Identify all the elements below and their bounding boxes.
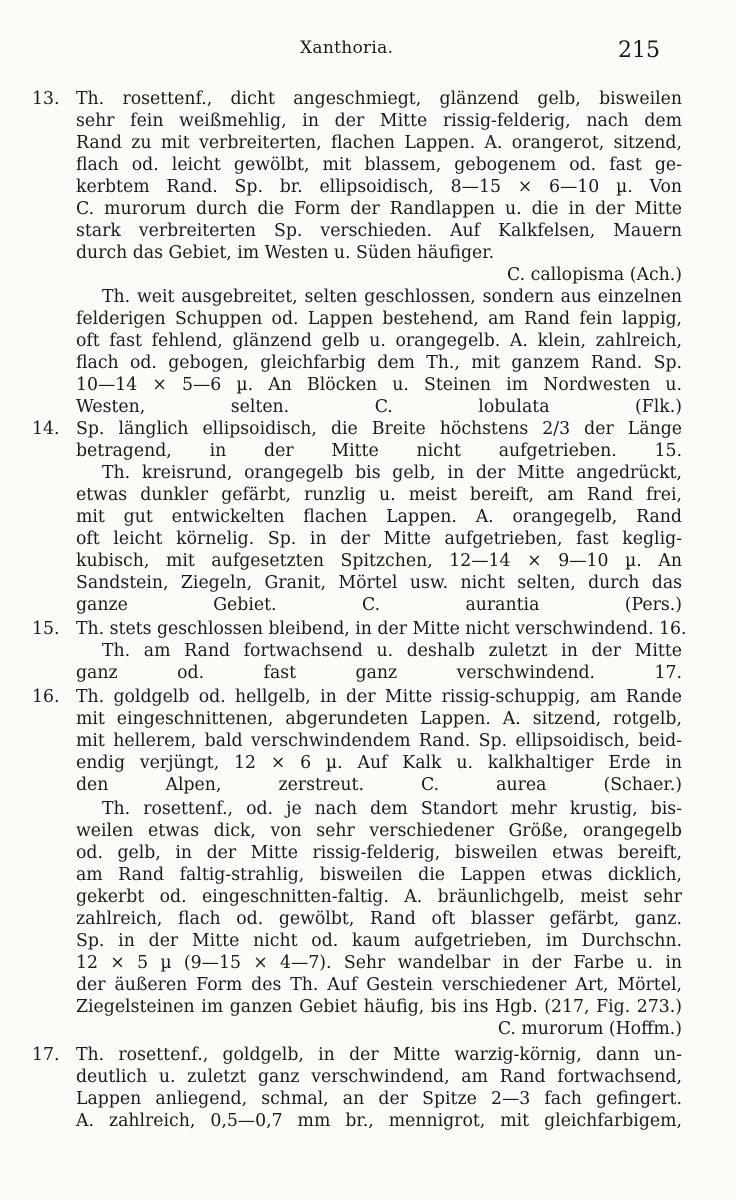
text-line: Th. kreisrund, orangegelb bis gelb, in der Mitte angedrückt, bbox=[102, 463, 682, 483]
text-line: Ziegelsteinen im ganzen Gebiet häufig, bis ins Hgb. (217, Fig. 273.) bbox=[76, 997, 682, 1017]
text-line: gekerbt od. eingeschnitten-faltig. A. bräunlichgelb, meist sehr bbox=[76, 887, 682, 907]
text-line: betragend, in der Mitte nicht aufgetrieben. 15. bbox=[76, 441, 682, 461]
text-line: Sp. in der Mitte nicht od. kaum aufgetrieben, im Durchschn. bbox=[76, 931, 682, 951]
text-line: Sp. länglich ellipsoidisch, die Breite höchstens 2/3 der Länge bbox=[76, 419, 682, 439]
text-line: od. gelb, in der Mitte rissig-felderig, bisweilen etwas bereift, bbox=[76, 843, 682, 863]
text-line: mit hellerem, bald verschwindendem Rand. Sp. ellipsoidisch, beid- bbox=[76, 731, 682, 751]
text-line: Lappen anliegend, schmal, an der Spitze 2—3 fach gefingert. bbox=[76, 1089, 682, 1109]
text-line: Th. goldgelb od. hellgelb, in der Mitte rissig-schuppig, am Rande bbox=[76, 687, 682, 707]
text-line: ganze Gebiet. C. aurantia (Pers.) bbox=[76, 595, 682, 615]
text-line: Rand zu mit verbreiterten, flachen Lappen. A. orangerot, sitzend, bbox=[76, 133, 682, 153]
text-line: oft leicht körnelig. Sp. in der Mitte aufgetrieben, fast keglig- bbox=[76, 529, 682, 549]
text-line: 10—14 × 5—6 µ. An Blöcken u. Steinen im Nordwesten u. bbox=[76, 375, 682, 395]
text-line: mit gut entwickelten flachen Lappen. A. orangegelb, Rand bbox=[76, 507, 682, 527]
text-line: endig verjüngt, 12 × 6 µ. Auf Kalk u. kalkhaltiger Erde in bbox=[76, 753, 682, 773]
text-line: etwas dunkler gefärbt, runzlig u. meist bereift, am Rand frei, bbox=[76, 485, 682, 505]
text-line: deutlich u. zuletzt ganz verschwindend, am Rand fortwachsend, bbox=[76, 1067, 682, 1087]
text-line: kubisch, mit aufgesetzten Spitzchen, 12—14 × 9—10 µ. An bbox=[76, 551, 682, 571]
text-line: Sandstein, Ziegeln, Granit, Mörtel usw. nicht selten, durch das bbox=[76, 573, 682, 593]
running-head: Xanthoria. bbox=[300, 38, 394, 58]
num-13: 13. bbox=[32, 89, 60, 109]
text-line: sehr fein weißmehlig, in der Mitte rissig-felderig, nach dem bbox=[76, 111, 682, 131]
text-line: C. murorum durch die Form der Randlappen u. die in der Mitte bbox=[76, 199, 682, 219]
text-line: 12 × 5 µ (9—15 × 4—7). Sehr wandelbar in der Farbe u. in bbox=[76, 953, 682, 973]
text-line: zahlreich, flach od. gewölbt, Rand oft blasser gefärbt, ganz. bbox=[76, 909, 682, 929]
text-line: durch das Gebiet, im Westen u. Süden häufiger. bbox=[76, 243, 495, 263]
species-name: C. murorum (Hoffm.) bbox=[497, 1019, 682, 1039]
page-number: 215 bbox=[618, 38, 660, 63]
text-line: Westen, selten. C. lobulata (Flk.) bbox=[76, 397, 682, 417]
text-line: ganz od. fast ganz verschwindend. 17. bbox=[76, 663, 682, 683]
num-15: 15. bbox=[32, 619, 60, 639]
text-line: felderigen Schuppen od. Lappen bestehend, am Rand fein lappig, bbox=[76, 309, 682, 329]
text-line: am Rand faltig-strahlig, bisweilen die Lappen etwas dicklich, bbox=[76, 865, 682, 885]
text-line: Th. rosettenf., od. je nach dem Standort mehr krustig, bis- bbox=[102, 799, 682, 819]
text-line: stark verbreiterten Sp. verschieden. Auf Kalkfelsen, Mauern bbox=[76, 221, 682, 241]
text-line: den Alpen, zerstreut. C. aurea (Schaer.) bbox=[76, 775, 682, 795]
text-line: der äußeren Form des Th. Auf Gestein verschiedener Art, Mörtel, bbox=[76, 975, 682, 995]
text-line: Th. stets geschlossen bleibend, in der Mitte nicht verschwindend. 16. bbox=[76, 619, 687, 639]
text-line: A. zahlreich, 0,5—0,7 mm br., mennigrot, mit gleichfarbigem, bbox=[76, 1111, 682, 1131]
text-line: Th. am Rand fortwachsend u. deshalb zuletzt in der Mitte bbox=[102, 641, 682, 661]
text-line: Th. rosettenf., goldgelb, in der Mitte warzig-körnig, dann un- bbox=[76, 1045, 682, 1065]
text-line: Th. weit ausgebreitet, selten geschlossen, sondern aus einzelnen bbox=[102, 287, 682, 307]
species-name: C. callopisma (Ach.) bbox=[507, 265, 682, 285]
text-line: kerbtem Rand. Sp. br. ellipsoidisch, 8—15 × 6—10 µ. Von bbox=[76, 177, 682, 197]
text-line: mit eingeschnittenen, abgerundeten Lappen. A. sitzend, rotgelb, bbox=[76, 709, 682, 729]
text-line: weilen etwas dick, von sehr verschiedener Größe, orangegelb bbox=[76, 821, 682, 841]
text-line: oft fast fehlend, glänzend gelb u. orangegelb. A. klein, zahlreich, bbox=[76, 331, 682, 351]
num-16: 16. bbox=[32, 687, 60, 707]
text-line: flach od. gebogen, gleichfarbig dem Th., mit ganzem Rand. Sp. bbox=[76, 353, 682, 373]
num-14: 14. bbox=[32, 419, 60, 439]
text-line: Th. rosettenf., dicht angeschmiegt, glänzend gelb, bisweilen bbox=[76, 89, 682, 109]
num-17: 17. bbox=[32, 1045, 60, 1065]
text-line: flach od. leicht gewölbt, mit blassem, gebogenem od. fast ge- bbox=[76, 155, 682, 175]
